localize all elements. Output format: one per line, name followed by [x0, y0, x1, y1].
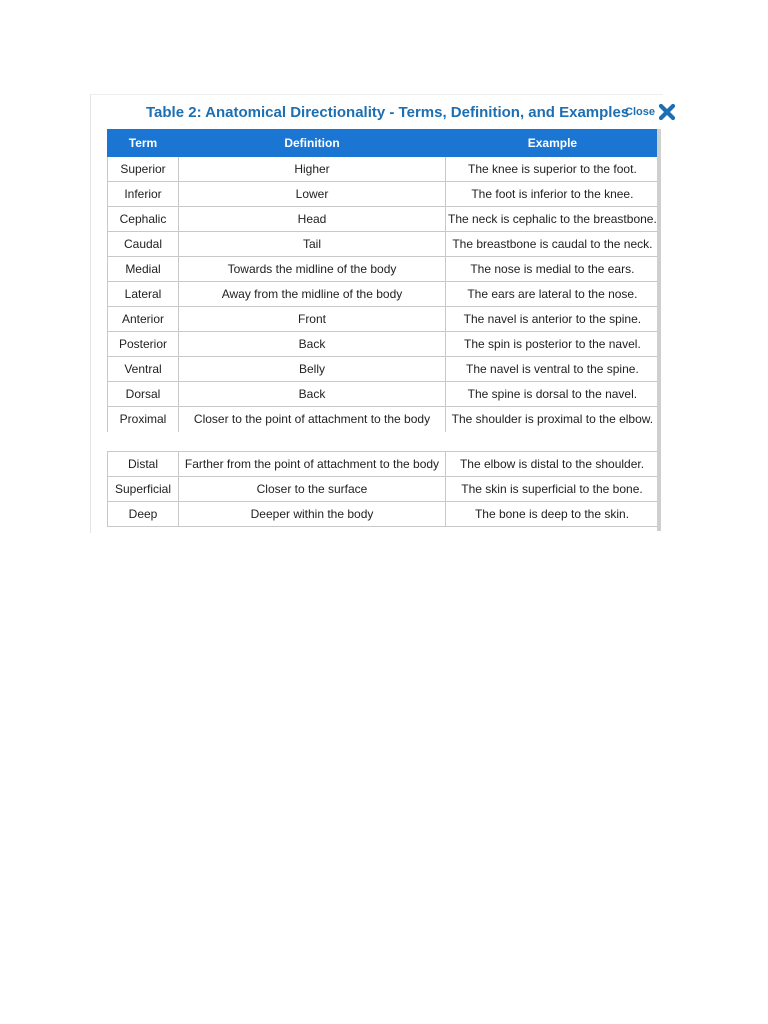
- cell-term: Superior: [108, 157, 179, 182]
- table-row: [108, 207, 660, 232]
- cell-example: The bone is deep to the skin.: [446, 502, 659, 527]
- cell-term: Anterior: [108, 307, 179, 332]
- cell-definition: Deeper within the body: [179, 502, 446, 527]
- cell-term: Ventral: [108, 357, 179, 382]
- table-row: [108, 257, 660, 282]
- header-term: Term: [108, 130, 179, 157]
- cell-definition: Back: [179, 382, 446, 407]
- cell-definition: Belly: [179, 357, 446, 382]
- table-row: [108, 382, 660, 407]
- header-example: Example: [446, 130, 660, 157]
- cell-term: Caudal: [108, 232, 179, 257]
- cell-definition: Away from the midline of the body: [179, 282, 446, 307]
- cell-example: The navel is anterior to the spine.: [446, 307, 660, 332]
- table-row: [108, 157, 660, 182]
- cell-definition: Head: [179, 207, 446, 232]
- cell-example: The knee is superior to the foot.: [446, 157, 660, 182]
- cell-definition: Towards the midline of the body: [179, 257, 446, 282]
- close-label: Close: [625, 106, 655, 118]
- cell-example: The shoulder is proximal to the elbow.: [446, 407, 660, 432]
- cell-term: Lateral: [108, 282, 179, 307]
- table-row: [108, 357, 660, 382]
- cell-example: The spin is posterior to the navel.: [446, 332, 660, 357]
- cell-example: The spine is dorsal to the navel.: [446, 382, 660, 407]
- table-row: [108, 282, 660, 307]
- cell-example: The elbow is distal to the shoulder.: [446, 452, 659, 477]
- close-x-icon: [658, 103, 676, 121]
- cell-definition: Back: [179, 332, 446, 357]
- table-row: [108, 182, 660, 207]
- cell-example: The ears are lateral to the nose.: [446, 282, 660, 307]
- cell-example: The breastbone is caudal to the neck.: [446, 232, 660, 257]
- cell-example: The navel is ventral to the spine.: [446, 357, 660, 382]
- header-definition: Definition: [179, 130, 446, 157]
- cell-term: Posterior: [108, 332, 179, 357]
- cell-definition: Lower: [179, 182, 446, 207]
- cell-example: The neck is cephalic to the breastbone.: [446, 207, 660, 232]
- cell-term: Dorsal: [108, 382, 179, 407]
- directionality-table: [107, 129, 660, 432]
- table-row: [108, 502, 659, 527]
- table-row: [108, 452, 659, 477]
- page-title: Table 2: Anatomical Directionality - Terms, Definition, and Examples: [146, 104, 630, 121]
- cell-term: Distal: [108, 452, 179, 477]
- cell-definition: Closer to the point of attachment to the body: [179, 407, 446, 432]
- cell-definition: Farther from the point of attachment to the body: [179, 452, 446, 477]
- cell-definition: Tail: [179, 232, 446, 257]
- directionality-table-continued: [107, 451, 659, 527]
- table-header-row: [108, 130, 660, 157]
- cell-definition: Higher: [179, 157, 446, 182]
- cell-term: Deep: [108, 502, 179, 527]
- table-row: [108, 307, 660, 332]
- table-row: [108, 477, 659, 502]
- table-row: [108, 332, 660, 357]
- table-row: [108, 232, 660, 257]
- scrollbar[interactable]: [657, 129, 661, 531]
- cell-definition: Front: [179, 307, 446, 332]
- table-row: [108, 407, 660, 432]
- cell-term: Superficial: [108, 477, 179, 502]
- close-button[interactable]: [625, 100, 679, 124]
- cell-example: The foot is inferior to the knee.: [446, 182, 660, 207]
- cell-example: The skin is superficial to the bone.: [446, 477, 659, 502]
- cell-definition: Closer to the surface: [179, 477, 446, 502]
- cell-term: Proximal: [108, 407, 179, 432]
- cell-term: Cephalic: [108, 207, 179, 232]
- cell-term: Inferior: [108, 182, 179, 207]
- cell-example: The nose is medial to the ears.: [446, 257, 660, 282]
- cell-term: Medial: [108, 257, 179, 282]
